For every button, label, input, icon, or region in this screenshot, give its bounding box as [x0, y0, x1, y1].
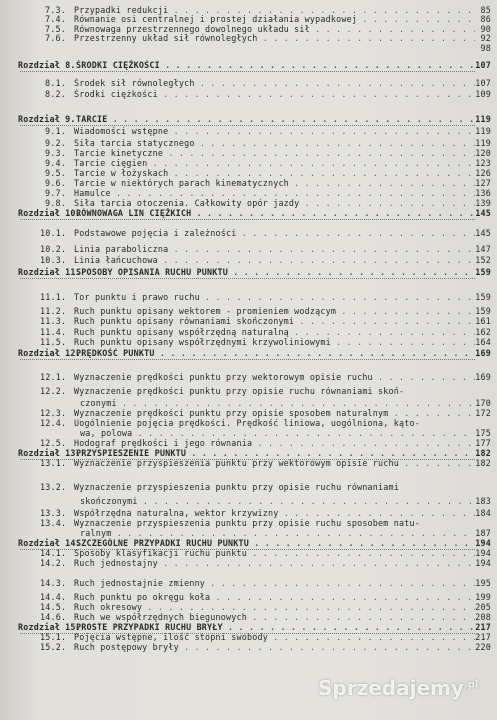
section-title: Wyznaczenie prędkości punktu przy opisie sposobem naturalnym . . .: [74, 408, 475, 418]
toc-entry: [0, 558, 497, 568]
page-number: 169: [475, 372, 491, 382]
chapter-heading: [0, 267, 497, 277]
toc-entry: [0, 612, 497, 622]
toc-entry: [0, 292, 497, 302]
section-title: Tarcie w niektórych parach kinematycznych . . .: [74, 178, 475, 188]
section-number: 7.5.: [45, 24, 66, 34]
toc-entry: [0, 518, 497, 528]
section-title: Równowaga przestrzennego dowolnego układu sił . . .: [74, 24, 475, 34]
section-number: 8.1.: [45, 78, 66, 88]
section-number: 10.3.: [40, 255, 67, 265]
section-number: 10.2.: [40, 244, 67, 254]
page-number: 177: [475, 438, 491, 448]
page-number: 90: [480, 24, 491, 34]
page-number: 123: [475, 158, 491, 168]
section-title: Ruch punktu opisany wektorem - promieniem wodzącym . . .: [74, 306, 475, 316]
toc-entry: [0, 528, 497, 538]
page-number: 194: [475, 538, 491, 548]
chapter-divider: [20, 359, 475, 360]
section-number: 14.6.: [40, 612, 67, 622]
section-number: 14.2.: [40, 558, 67, 568]
watermark-text: Sprzedajemy: [318, 676, 464, 700]
page-number: 119: [475, 126, 491, 136]
section-number: 11.1.: [40, 292, 67, 302]
section-number: 11.5.: [40, 337, 67, 347]
page-number: 217: [475, 622, 491, 632]
section-number: 14.3.: [40, 578, 67, 588]
toc-entry: [0, 126, 497, 136]
section-title: Wyznaczenie prędkości punktu przy wektorowym opisie ruchu . . .: [74, 372, 475, 382]
section-title: czonymi . . .: [80, 398, 475, 408]
section-number: 7.4.: [45, 14, 66, 24]
section-title: Siła tarcia statycznego . . .: [74, 138, 475, 148]
section-number: 9.4.: [45, 158, 66, 168]
page-number: 195: [475, 578, 491, 588]
page-number: 119: [475, 138, 491, 148]
chapter-title: PRZYSPIESZENIE PUNKTU . . .: [76, 448, 475, 458]
toc-entry: [0, 228, 497, 238]
section-number: 11.2.: [40, 306, 67, 316]
section-title: ralnym . . .: [80, 528, 475, 538]
page-number: 194: [475, 548, 491, 558]
page-number: 152: [475, 255, 491, 265]
toc-entry: [0, 337, 497, 347]
page-number: 85: [480, 5, 491, 15]
section-title: Równanie osi centralnej i prostej działania wypadkowej . . .: [74, 14, 475, 24]
chapter-title: ŚRODKI CIĘŻKOŚCI . . .: [76, 60, 475, 70]
toc-entry: [0, 408, 497, 418]
page-number: 217: [475, 632, 491, 642]
toc-entry: [0, 327, 497, 337]
chapter-divider: [20, 71, 475, 72]
toc-entry: [0, 255, 497, 265]
section-title: wa, polowa . . .: [80, 428, 475, 438]
page-number: 139: [475, 198, 491, 208]
section-number: 9.3.: [45, 148, 66, 158]
page-number: 184: [475, 508, 491, 518]
toc-entry: [0, 496, 497, 506]
section-title: Linia paraboliczna . . .: [74, 244, 475, 254]
section-title: Wyznaczenie prędkości punktu przy opisie ruchu równaniami skoń-: [74, 386, 405, 396]
toc-entry: [0, 418, 497, 428]
toc-entry: [0, 148, 497, 158]
page-number: 159: [475, 292, 491, 302]
chapter-heading: [0, 622, 497, 632]
chapter-heading: [0, 448, 497, 458]
page-number: 169: [475, 348, 491, 358]
toc-entry: [0, 386, 497, 396]
section-number: 13.4.: [40, 518, 67, 528]
section-title: Ruch jednostajny . . .: [74, 558, 475, 568]
page-number: 220: [475, 642, 491, 652]
page-number: 120: [475, 148, 491, 158]
section-title: Uogólnienie pojęcia prędkości. Prędkość liniowa, uogólniona, kąto-: [74, 418, 420, 428]
page-number: 107: [475, 78, 491, 88]
page-number: 162: [475, 327, 491, 337]
page-number: 136: [475, 188, 491, 198]
page-number: 145: [475, 228, 491, 238]
section-title: Środki ciężkości . . .: [74, 89, 475, 99]
page-number: 92: [480, 33, 491, 43]
toc-entry: [0, 642, 497, 652]
toc-entry: [0, 592, 497, 602]
section-number: 12.5.: [40, 438, 67, 448]
page-number: 182: [475, 458, 491, 468]
section-number: 13.3.: [40, 508, 67, 518]
chapter-label: Rozdział 13.: [18, 448, 81, 458]
page-number: 161: [475, 316, 491, 326]
section-number: 9.8.: [45, 198, 66, 208]
section-number: 12.1.: [40, 372, 67, 382]
page-number: 182: [475, 448, 491, 458]
section-title: Ruch punktu po okręgu koła . . .: [74, 592, 475, 602]
section-title: skończonymi . . .: [80, 496, 475, 506]
page-number: 205: [475, 602, 491, 612]
watermark-suffix: .pl: [463, 679, 479, 691]
watermark-logo: [318, 676, 488, 704]
toc-entry: [0, 244, 497, 254]
section-number: 7.6.: [45, 33, 66, 43]
page-number: 199: [475, 592, 491, 602]
page-number: 127: [475, 178, 491, 188]
section-number: 13.1.: [40, 458, 67, 468]
toc-entry: [0, 316, 497, 326]
toc-entry: [0, 508, 497, 518]
section-title: Ruch postępowy bryły . . .: [74, 642, 475, 652]
section-title: Pojęcia wstępne, ilość stopni swobody . . .: [74, 632, 475, 642]
toc-entry: [0, 188, 497, 198]
toc-entry: [0, 398, 497, 408]
section-number: 7.3.: [45, 5, 66, 15]
chapter-title: RÓWNOWAGA LIN CIĘŻKICH . . .: [76, 208, 475, 218]
section-number: 11.3.: [40, 316, 67, 326]
section-title: Przestrzenny układ sił równoległych . . .: [74, 33, 475, 43]
page-number: 147: [475, 244, 491, 254]
section-title: Współrzędna naturalna, wektor krzywizny . . .: [74, 508, 475, 518]
section-title: Ruch punktu opisany równaniami skończonymi . . .: [74, 316, 475, 326]
section-number: 9.7.: [45, 188, 66, 198]
chapter-title: SZCZEGÓLNE PRZYPADKI RUCHU PUNKTU . . .: [76, 538, 475, 548]
page-number: 109: [475, 89, 491, 99]
section-number: 9.1.: [45, 126, 66, 136]
section-number: 14.5.: [40, 602, 67, 612]
section-number: 9.6.: [45, 178, 66, 188]
section-title: Środek sił równoległych . . .: [74, 78, 475, 88]
toc-entry: [0, 14, 497, 24]
toc-entry: [0, 138, 497, 148]
chapter-title: PRĘDKOŚĆ PUNKTU . . .: [76, 348, 475, 358]
chapter-label: Rozdział 8.: [18, 60, 76, 70]
toc-entry: [0, 578, 497, 588]
section-title: Linia łańcuchowa . . .: [74, 255, 475, 265]
toc-entry: [0, 428, 497, 438]
chapter-heading: [0, 348, 497, 358]
section-number: 10.1.: [40, 228, 67, 238]
toc-entry: [0, 438, 497, 448]
section-title: Tor punktu i prawo ruchu . . .: [74, 292, 475, 302]
chapter-divider: [20, 278, 475, 279]
section-title: Hamulce . . .: [74, 188, 475, 198]
section-number: 9.2.: [45, 138, 66, 148]
section-title: Wyznaczenie przyspieszenia punktu przy opisie ruchu równaniami: [74, 482, 400, 492]
page-number: 159: [475, 306, 491, 316]
page-number: 107: [475, 60, 491, 70]
page-number: 126: [475, 168, 491, 178]
section-title: Tarcie kinetyczne . . .: [74, 148, 475, 158]
toc-entry: [0, 458, 497, 468]
toc-entry: [0, 632, 497, 642]
section-title: Podstawowe pojęcia i zależności . . .: [74, 228, 475, 238]
section-title: Wyznaczenie przyspieszenia punktu przy opisie ruchu sposobem natu-: [74, 518, 420, 528]
section-title: Tarcie w łożyskach . . .: [74, 168, 475, 178]
section-number: 13.2.: [40, 482, 67, 492]
section-title: Siła tarcia otoczenia. Całkowity opór jazdy . . .: [74, 198, 475, 208]
chapter-label: Rozdział 15.: [18, 622, 81, 632]
chapter-label: Rozdział 11.: [18, 267, 81, 277]
section-number: 12.4.: [40, 418, 67, 428]
section-title: Ruch punktu opisany współrzędnymi krzywoliniowymi . . .: [74, 337, 475, 347]
section-number: 9.5.: [45, 168, 66, 178]
section-number: 15.2.: [40, 642, 67, 652]
toc-entry: [0, 198, 497, 208]
toc-entry: [0, 89, 497, 99]
chapter-title: PROSTE PRZYPADKI RUCHU BRYŁY . . .: [76, 622, 475, 632]
chapter-label: Rozdział 12.: [18, 348, 81, 358]
section-title: Sposoby klasyfikacji ruchu punktu . . .: [74, 548, 475, 558]
page-number: 194: [475, 558, 491, 568]
chapter-label: Rozdział 10.: [18, 208, 81, 218]
toc-entry: [0, 548, 497, 558]
page-number: 208: [475, 612, 491, 622]
page-number: 159: [475, 267, 491, 277]
toc-entry: [0, 78, 497, 88]
page-number: 164: [475, 337, 491, 347]
section-title: Ruch okresowy . . .: [74, 602, 475, 612]
page-number: 145: [475, 208, 491, 218]
toc-entry: [0, 482, 497, 492]
chapter-divider: [20, 219, 475, 220]
section-title: Ruch punktu opisany współrzędną naturalną . . .: [74, 327, 475, 337]
toc-entry: [0, 372, 497, 382]
page-number: 98: [480, 43, 491, 53]
toc-entry: [0, 158, 497, 168]
chapter-heading: [0, 114, 497, 124]
page-number: 187: [475, 528, 491, 538]
page-number: 172: [475, 408, 491, 418]
chapter-label: Rozdział 14.: [18, 538, 81, 548]
section-title: Tarcie cięgien . . .: [74, 158, 475, 168]
toc-entry: [0, 168, 497, 178]
section-number: 14.4.: [40, 592, 67, 602]
toc-entry: [0, 33, 497, 43]
section-number: 11.4.: [40, 327, 67, 337]
page-number: 86: [480, 14, 491, 24]
toc-entry: [0, 306, 497, 316]
toc-entry: [0, 602, 497, 612]
section-number: 15.1.: [40, 632, 67, 642]
chapter-heading: [0, 538, 497, 548]
chapter-title: TARCIE . . .: [76, 114, 475, 124]
section-number: 12.3.: [40, 408, 67, 418]
chapter-heading: [0, 208, 497, 218]
toc-entry: [0, 178, 497, 188]
chapter-title: SPOSOBY OPISANIA RUCHU PUNKTU . . .: [76, 267, 475, 277]
section-title: Hodograf prędkości i jego równania . . .: [74, 438, 475, 448]
section-number: 8.2.: [45, 89, 66, 99]
chapter-label: Rozdział 9.: [18, 114, 76, 124]
section-title: Wiadomości wstępne . . .: [74, 126, 475, 136]
toc-entry: [0, 43, 497, 53]
section-title: Przypadki redukcji . . .: [74, 5, 475, 15]
page-number: 175: [475, 428, 491, 438]
page-number: 183: [475, 496, 491, 506]
chapter-heading: [0, 60, 497, 70]
page-number: 119: [475, 114, 491, 124]
section-number: 12.2.: [40, 386, 67, 396]
page-number: 170: [475, 398, 491, 408]
section-title: Ruch we współrzędnych biegunowych . . .: [74, 612, 475, 622]
section-title: Wyznaczenie przyspieszenia punktu przy wektorowym opisie ruchu . . .: [74, 458, 475, 468]
section-number: 14.1.: [40, 548, 67, 558]
section-title: Ruch jednostajnie zmienny . . .: [74, 578, 475, 588]
